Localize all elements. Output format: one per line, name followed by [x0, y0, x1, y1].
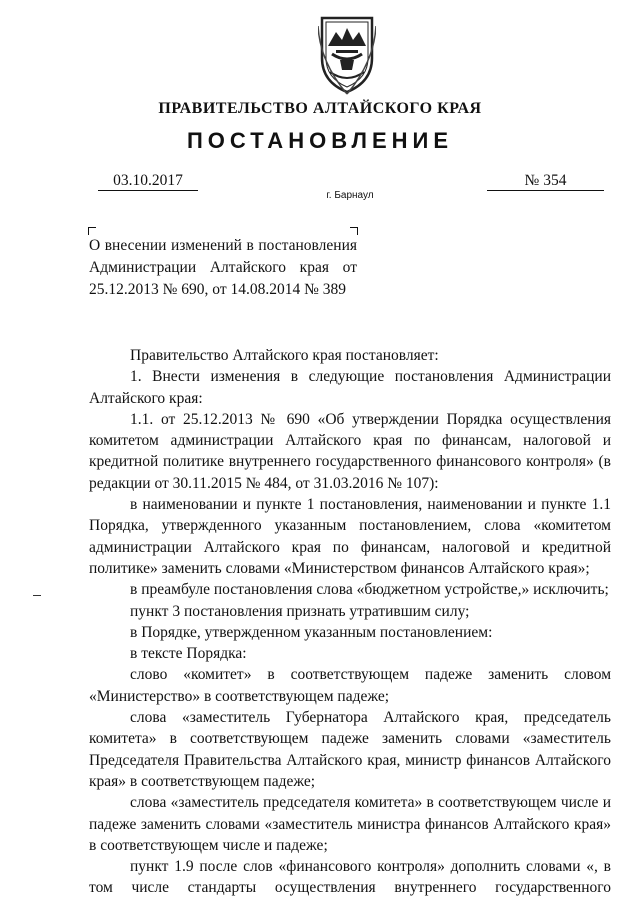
paragraph: 1. Внести изменения в следующие постановления Администрации Алтайского края: [89, 368, 611, 407]
paragraph: пункт 3 постановления признать утратившим силу; [130, 602, 470, 620]
paragraph: 1.1. от 25.12.2013 № 690 «Об утверждении Порядка осуществления комитетом администрации Алтайского края по финансам, налоговой и кредитной политике внутреннего государственного финансового контроля» (в редакции от 30.11.2015 № 484, от 31.03.2016 № 107): [89, 410, 611, 492]
government-name: ПРАВИТЕЛЬСТВО АЛТАЙСКОГО КРАЯ [158, 100, 482, 117]
coat-of-arms-icon [318, 12, 376, 96]
document-date: 03.10.2017 [98, 172, 198, 191]
paragraph: в преамбуле постановления слова «бюджетном устройстве,» исключить; [130, 581, 609, 599]
document-type: ПОСТАНОВЛЕНИЕ [186, 128, 454, 153]
margin-mark [33, 595, 41, 596]
document-body [89, 345, 611, 899]
document-subject: О внесении изменений в постановления Администрации Алтайского края от 25.12.2013 № 690, от 14.08.2014 № 389 [89, 237, 357, 298]
subject-corner-right [350, 227, 358, 235]
paragraph: в тексте Порядка: [130, 645, 247, 663]
city: г. Барнаул [326, 190, 374, 201]
paragraph: в наименовании и пункте 1 постановления, наименовании и пункте 1.1 Порядка, утвержденного указанным постановлением, слова «комитетом администрации Алтайского края по финансам, налоговой и кредитной политике» заменить словами «Министерством финансов Алтайского края»; [89, 496, 611, 577]
paragraph: слова «заместитель председателя комитета» в соответствующем числе и падеже заменить словами «заместитель министра финансов Алтайского края» в соответствующем числе и падеже; [89, 794, 611, 854]
paragraph: Правительство Алтайского края постановляет: [130, 347, 439, 364]
document-number: № 354 [487, 172, 604, 191]
subject-corner-left [88, 227, 96, 235]
paragraph: слова «заместитель Губернатора Алтайского края, председатель комитета» в соответствующем падеже заменить словами «заместитель Председателя Правительства Алтайского края, министр финансов Алтайского края» в соответствующем падеже; [89, 709, 611, 790]
paragraph: в Порядке, утвержденном указанным постановлением: [130, 623, 493, 641]
paragraph: пункт 1.9 после слов «финансового контроля» дополнить словами «, в том числе стандарты осуществления внутреннего государственного [89, 858, 611, 897]
paragraph: слово «комитет» в соответствующем падеже заменить словом «Министерство» в соответствующем падеже; [89, 666, 611, 705]
